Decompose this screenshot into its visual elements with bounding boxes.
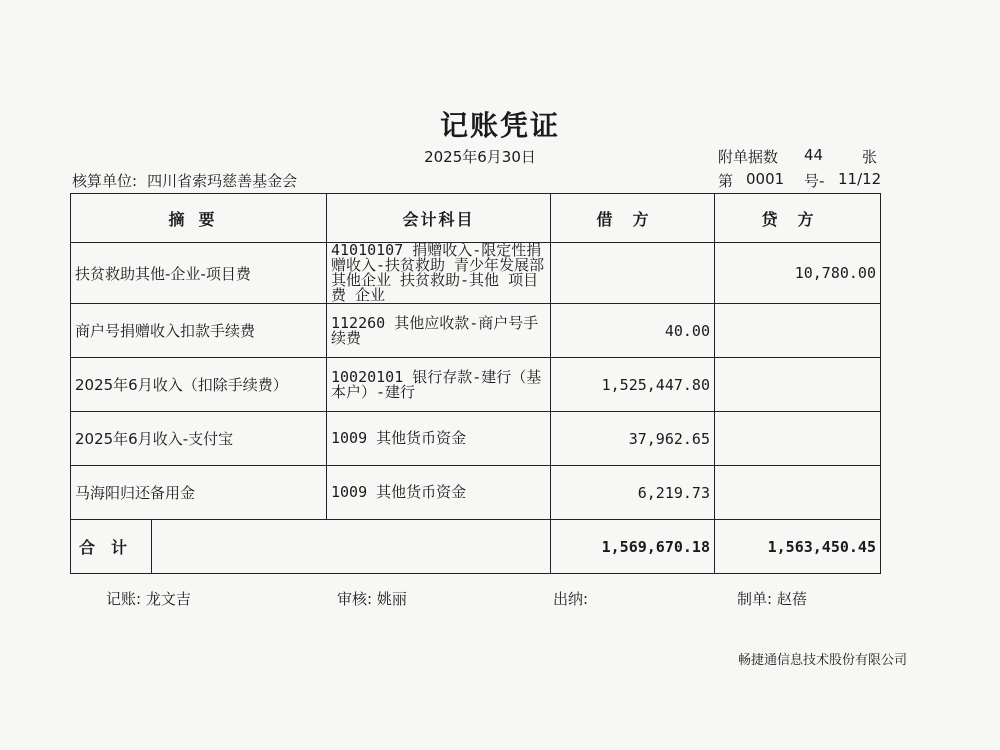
row-debit	[551, 243, 715, 304]
software-company: 畅捷通信息技术股份有限公司	[738, 653, 908, 668]
attachment-label: 附单据数	[718, 148, 779, 166]
row-credit	[715, 412, 881, 466]
row-summary: 马海阳归还备用金	[71, 466, 327, 520]
table-row	[71, 358, 881, 412]
row-account: 112260 其他应收款-商户号手续费	[327, 304, 551, 358]
preparer-signature: 制单: 赵蓓	[737, 590, 807, 608]
voucher-prefix: 第	[718, 172, 734, 190]
header-account: 会计科目	[327, 194, 551, 243]
accounting-unit	[72, 170, 307, 191]
row-account: 41010107 捐赠收入-限定性捐赠收入-扶贫救助 青少年发展部 其他企业 扶贫救助-其他 项目费 企业	[327, 243, 551, 304]
total-label-cell	[71, 520, 551, 574]
total-blank	[152, 520, 550, 573]
header-debit: 借方	[551, 194, 715, 243]
total-row	[71, 520, 881, 574]
table-row	[71, 466, 881, 520]
bookkeeper-signature: 记账: 龙文吉	[106, 590, 191, 608]
row-summary: 扶贫救助其他-企业-项目费	[71, 243, 327, 304]
total-label: 合计	[71, 520, 152, 573]
row-debit: 6,219.73	[551, 466, 715, 520]
attachment-number: 44	[804, 146, 824, 164]
row-summary: 2025年6月收入（扣除手续费）	[71, 358, 327, 412]
row-credit: 10,780.00	[715, 243, 881, 304]
total-debit: 1,569,670.18	[551, 520, 715, 574]
row-summary: 2025年6月收入-支付宝	[71, 412, 327, 466]
accounting-unit-name: 四川省索玛慈善基金会	[147, 172, 298, 190]
header-credit: 贷方	[715, 194, 881, 243]
voucher-title: 记账凭证	[439, 109, 560, 142]
attachment-unit: 张	[862, 148, 878, 166]
voucher-number-value: 0001	[746, 170, 785, 188]
total-credit: 1,563,450.45	[715, 520, 881, 574]
voucher-page: 11/12	[838, 170, 882, 188]
reviewer-signature: 审核: 姚丽	[337, 590, 407, 608]
table-row	[71, 412, 881, 466]
row-account: 10020101 银行存款-建行（基本户）-建行	[327, 358, 551, 412]
voucher-date: 2025年6月30日	[424, 148, 536, 166]
voucher-suffix: 号-	[804, 172, 825, 190]
accounting-unit-label: 核算单位:	[72, 172, 138, 190]
row-summary: 商户号捐赠收入扣款手续费	[71, 304, 327, 358]
row-credit	[715, 304, 881, 358]
row-account: 1009 其他货币资金	[327, 466, 551, 520]
row-debit: 40.00	[551, 304, 715, 358]
table-row	[71, 304, 881, 358]
voucher-table	[70, 193, 881, 574]
header-summary: 摘要	[71, 194, 327, 243]
row-debit: 37,962.65	[551, 412, 715, 466]
row-debit: 1,525,447.80	[551, 358, 715, 412]
table-row	[71, 243, 881, 304]
row-credit	[715, 466, 881, 520]
row-credit	[715, 358, 881, 412]
row-account: 1009 其他货币资金	[327, 412, 551, 466]
cashier-signature: 出纳:	[553, 590, 589, 608]
